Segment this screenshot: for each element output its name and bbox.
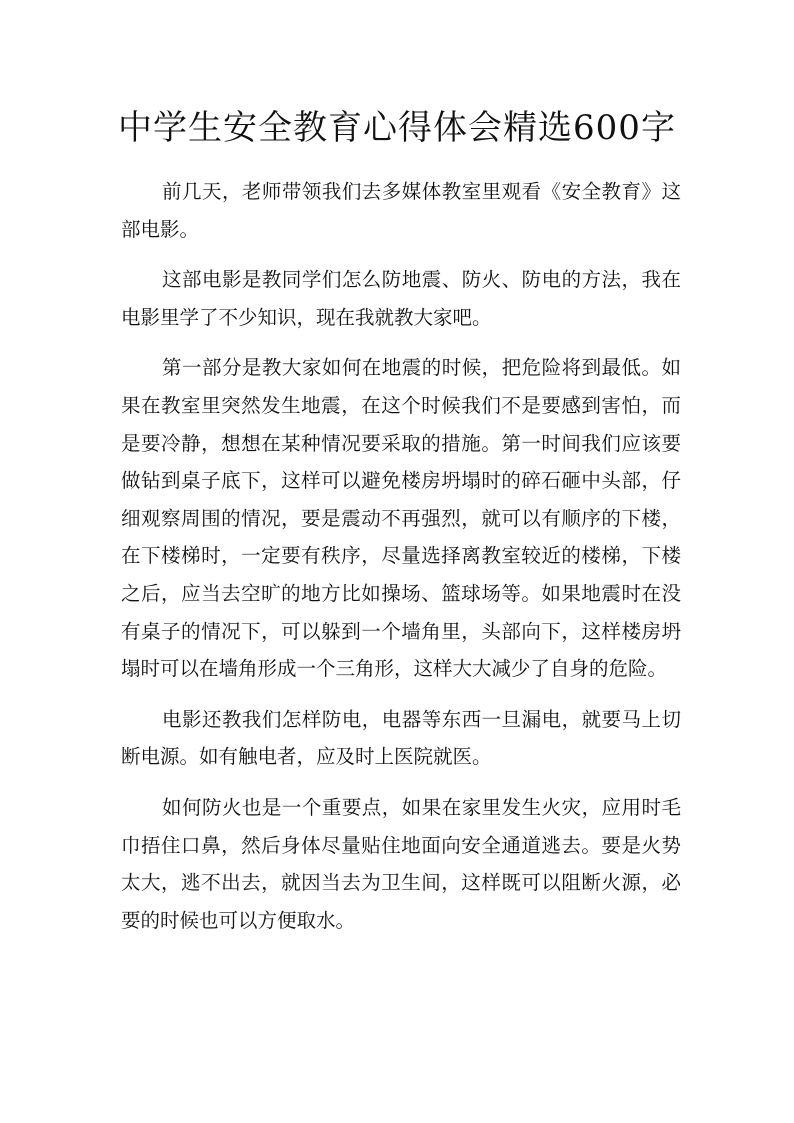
paragraph-intro: 前几天，老师带领我们去多媒体教室里观看《安全教育》这部电影。 [121, 180, 681, 241]
paragraph-electricity: 电影还教我们怎样防电，电器等东西一旦漏电，就要马上切断电源。如有触电者，应及时上医院就医。 [121, 707, 681, 769]
document-title: 中学生安全教育心得体会精选600字 [118, 108, 676, 148]
paragraph-movie-topics: 这部电影是教同学们怎么防地震、防火、防电的方法，我在电影里学了不少知识，现在我就教大家吧。 [121, 268, 681, 329]
paragraph-fire: 如何防火也是一个重要点，如果在家里发生火灾，应用时毛巾捂住口鼻，然后身体尽量贴住地面向安全通道逃去。要是火势太大，逃不出去，就因当去为卫生间，这样既可以阻断火源，必要的时候也可以方便取水。 [121, 795, 681, 932]
document-body [121, 173, 681, 952]
paragraph-earthquake: 第一部分是教大家如何在地震的时候，把危险将到最低。如果在教室里突然发生地震，在这个时候我们不是要感到害怕，而是要冷静，想想在某种情况要采取的措施。第一时间我们应该要做钻到桌子底下，这样可以避免楼房坍塌时的碎石砸中头部，仔细观察周围的情况，要是震动不再强烈，就可以有顺序的下楼，在下楼梯时，一定要有秩序，尽量选择离教室较近的楼梯，下楼之后，应当去空旷的地方比如操场、篮球场等。如果地震时在没有桌子的情况下，可以躲到一个墙角里，头部向下，这样楼房坍塌时可以在墙角形成一个三角形，这样大大减少了自身的危险。 [121, 356, 681, 681]
